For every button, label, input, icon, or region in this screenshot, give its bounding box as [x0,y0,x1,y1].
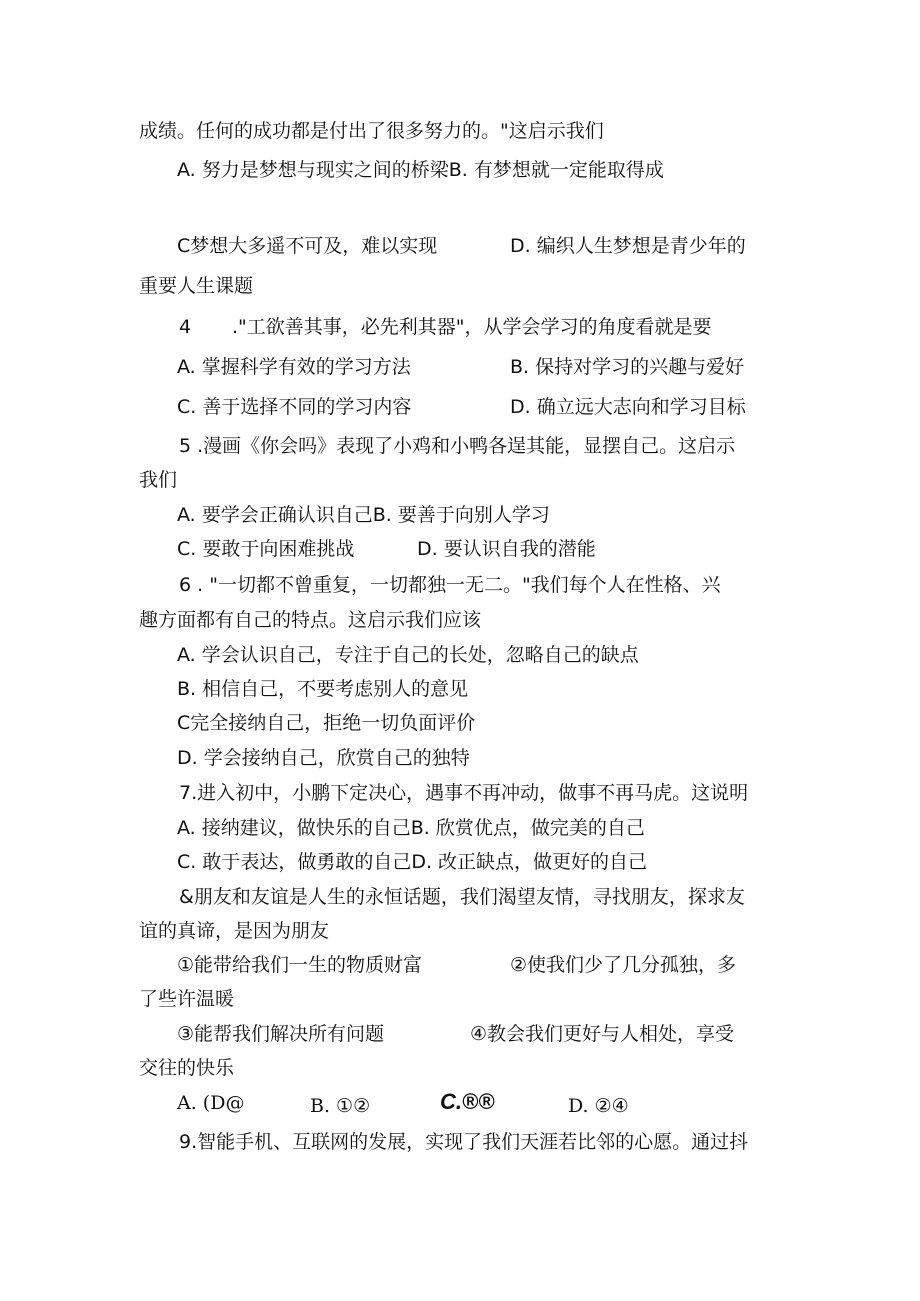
question-7-options-cd: C. 敢于表达，做勇敢的自己D. 改正缺点，做更好的自己 [177,851,648,873]
question-8-item-4: ④教会我们更好与人相处，享受 [470,1023,735,1045]
question-8-item-2-cont: 了些许温暖 [139,988,235,1010]
question-8-option-b: B. ①② [310,1095,371,1117]
question-5-option-d: D. 要认识自我的潜能 [417,538,596,560]
question-8-item-1: ①能带给我们一生的物质财富 [177,954,423,976]
question-3-option-c: C梦想大多遥不可及，难以实现 [177,235,438,257]
question-4-number: 4 [179,316,192,338]
question-6-stem: 6 . "一切都不曾重复，一切都独一无二。"我们每个人在性格、兴 [179,574,721,596]
question-3-option-d-cont: 重要人生课题 [139,275,254,297]
question-6-stem-cont: 趣方面都有自己的特点。这启示我们应该 [139,609,482,631]
question-6-option-b: B. 相信自己，不要考虑别人的意见 [177,678,469,700]
question-8-item-4-cont: 交往的快乐 [139,1057,235,1079]
question-8-stem: &朋友和友谊是人生的永恒话题，我们渴望友情，寻找朋友，探求友 [179,886,745,908]
question-8-option-c: C.®® [440,1089,495,1114]
question-5-stem: 5 .漫画《你会吗》表现了小鸡和小鸭各逞其能，显摆自己。这启示 [179,435,736,457]
question-3-options-ab: A. 努力是梦想与现实之间的桥梁B. 有梦想就一定能取得成 [177,159,664,181]
question-7-stem: 7.进入初中，小鹏下定决心，遇事不再冲动，做事不再马虎。这说明 [179,782,749,804]
question-3-stem-end: 成绩。任何的成功都是付出了很多努力的。"这启示我们 [139,120,604,142]
question-5-option-c: C. 要敢于向困难挑战 [177,538,355,560]
question-6-option-a: A. 学会认识自己，专注于自己的长处，忽略自己的缺点 [177,644,639,666]
question-4-option-d: D. 确立远大志向和学习目标 [510,396,746,418]
question-8-option-a: A. (D@ [177,1092,245,1114]
question-8-item-3: ③能帮我们解决所有问题 [177,1023,385,1045]
question-7-options-ab: A. 接纳建议，做快乐的自己B. 欣赏优点，做完美的自己 [177,817,645,839]
question-5-stem-cont: 我们 [139,469,178,491]
question-8-option-d: D. ②④ [568,1095,629,1117]
question-6-option-d: D. 学会接纳自己，欣赏自己的独特 [177,747,470,769]
question-8-stem-cont: 谊的真谛，是因为朋友 [139,920,330,942]
question-5-options-ab: A. 要学会正确认识自己B. 要善于向别人学习 [177,504,550,526]
question-6-option-c: C完全接纳自己，拒绝一切负面评价 [177,712,476,734]
question-4-stem: ."工欲善其事，必先利其器"，从学会学习的角度看就是要 [232,316,712,338]
question-4-option-a: A. 掌握科学有效的学习方法 [177,356,411,378]
question-8-item-2: ②使我们少了几分孤独，多 [510,954,737,976]
question-3-option-d: D. 编织人生梦想是青少年的 [510,235,746,257]
question-9-stem: 9.智能手机、互联网的发展，实现了我们天涯若比邻的心愿。通过抖 [179,1131,749,1153]
question-4-option-c: C. 善于选择不同的学习内容 [177,396,412,418]
question-4-option-b: B. 保持对学习的兴趣与爱好 [510,356,745,378]
